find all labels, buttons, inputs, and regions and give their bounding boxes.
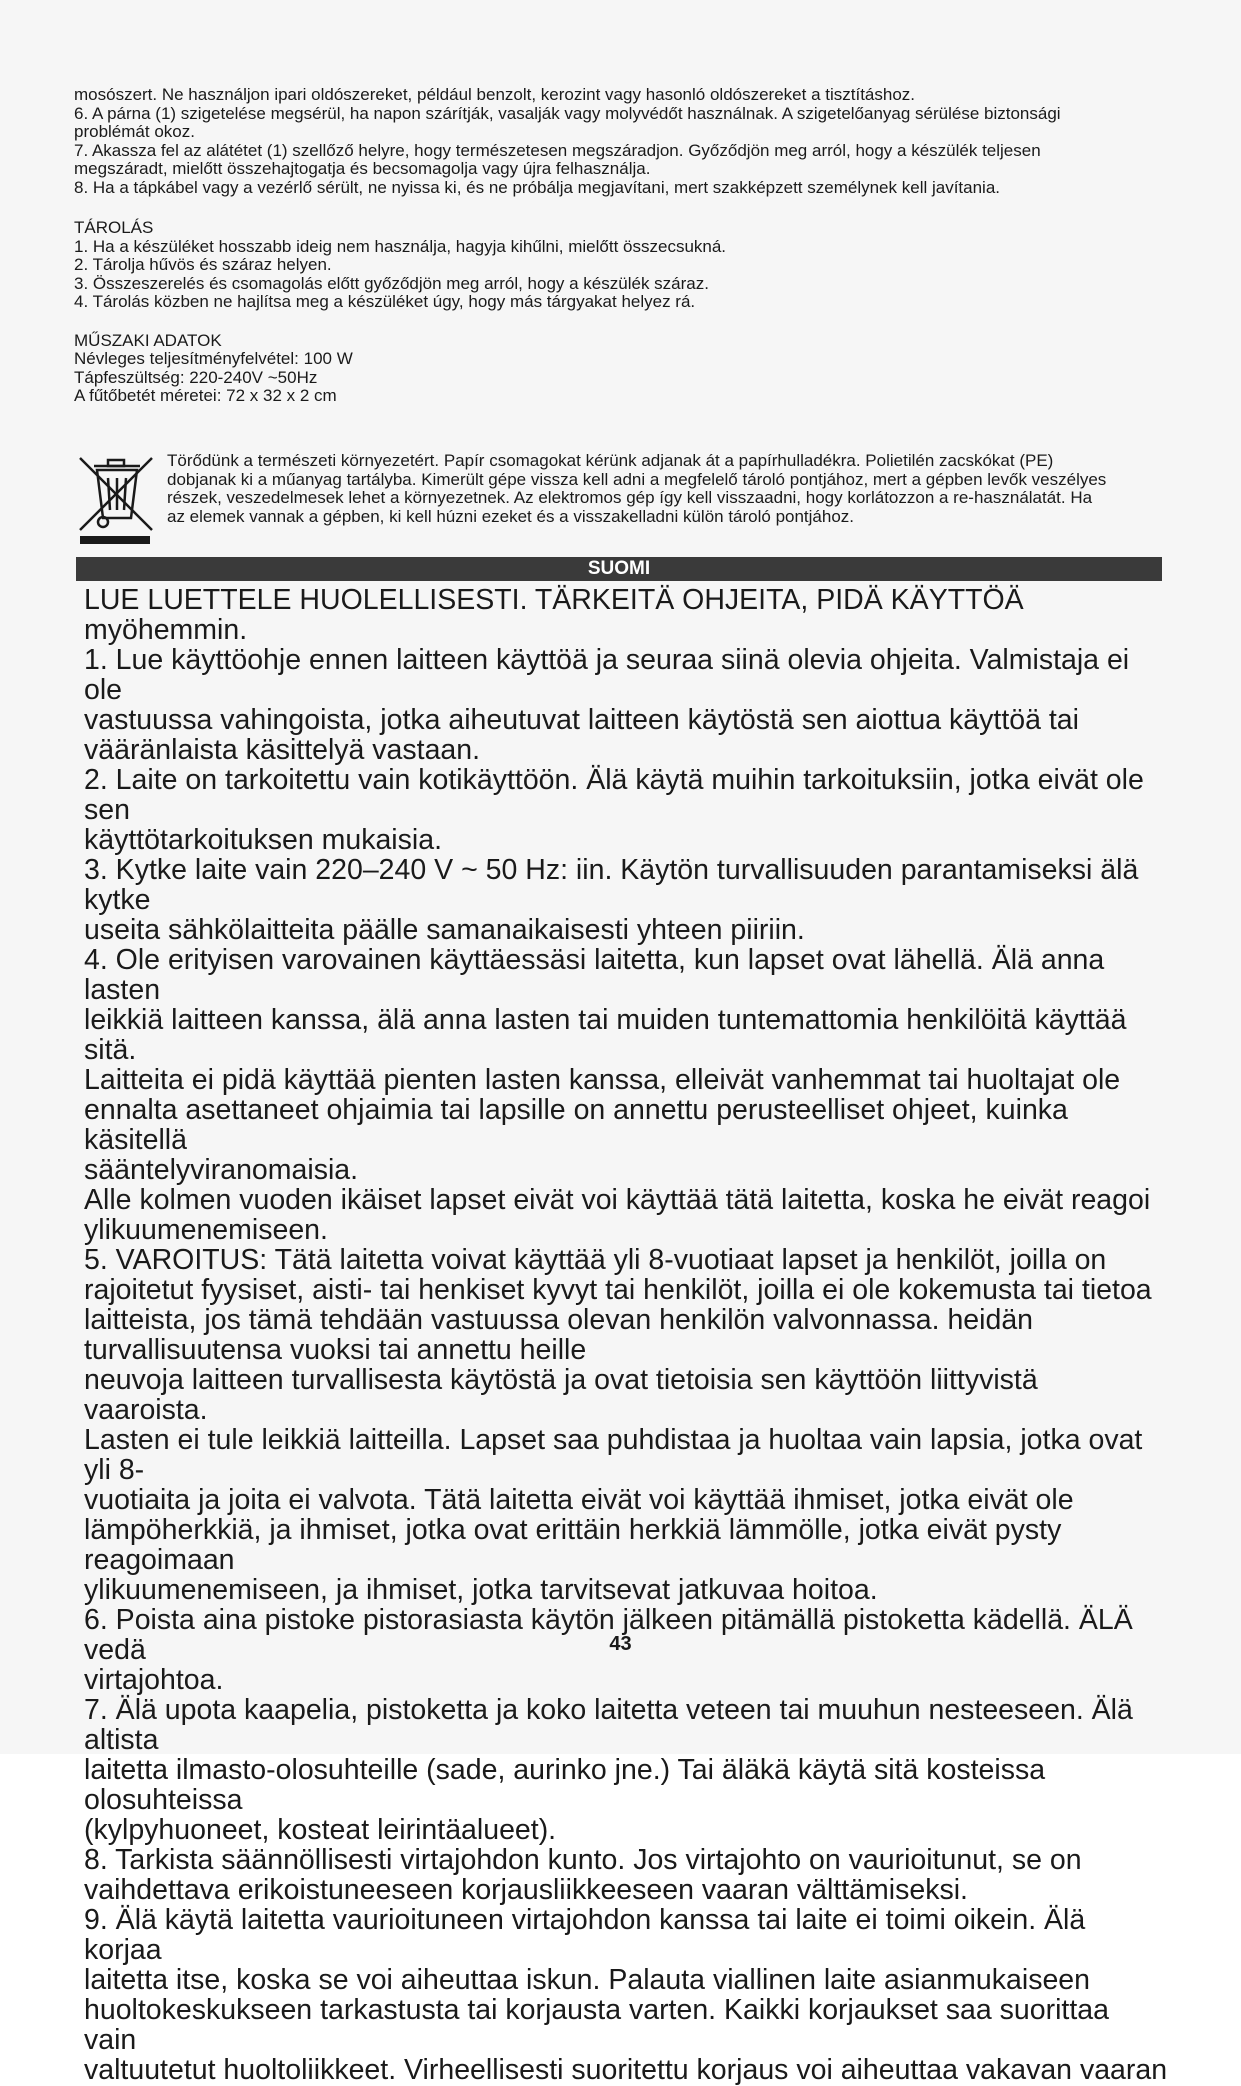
- text-line: 8. Tarkista säännöllisesti virtajohdon kunto. Jos virtajohto on vaurioitunut, se on: [84, 1844, 1082, 1876]
- text-line: käyttötarkoituksen mukaisia.: [84, 824, 442, 856]
- text-line: laitteista, jos tämä tehdään vastuussa olevan henkilön valvonnassa. heidän: [84, 1304, 1034, 1336]
- text-line: 2. Laite on tarkoitettu vain kotikäyttöön. Älä käytä muihin tarkoituksiin, jotka eivät ole sen: [84, 764, 1144, 826]
- text-line: 3. Összeszerelés és csomagolás előtt győződjön meg arról, hogy a készülék száraz.: [74, 273, 709, 293]
- text-line: vastuussa vahingoista, jotka aiheutuvat laitteen käytöstä sen aiottua käyttöä tai: [84, 704, 1079, 736]
- environment-notice: [74, 452, 1159, 546]
- text-line: 1. Ha a készüléket hosszabb ideig nem használja, hagyja kihűlni, mielőtt összecsukná.: [74, 236, 727, 256]
- hungarian-section: [74, 86, 1159, 406]
- text-line: (kylpyhuoneet, kosteat leirintäalueet).: [84, 1814, 557, 1846]
- text-line: 4. Ole erityisen varovainen käyttäessäsi laitetta, kun lapset ovat lähellä. Älä anna lasten: [84, 944, 1105, 1006]
- text-line: huoltokeskukseen tarkastusta tai korjausta varten. Kaikki korjaukset saa suorittaa vain: [84, 1994, 1109, 2056]
- text-line: Névleges teljesítményfelvétel: 100 W: [74, 349, 353, 368]
- text-line: dobjanak ki a műanyag tartályba. Kimerült gépe vissza kell adni a megfelelő tároló pontjához, mert a gépben levők veszélyes: [167, 469, 1107, 489]
- text-line: megszáradt, mielőtt összehajtogatja és becsomagolja vagy újra felhasználja.: [74, 159, 651, 178]
- finnish-section: [84, 585, 1169, 2085]
- text-line: 6. Poista aina pistoke pistorasiasta käytön jälkeen pitämällä pistoketta kädellä. ÄLÄ vedä: [84, 1604, 1133, 1666]
- text-line: valtuutetut huoltoliikkeet. Virheellisesti suoritettu korjaus voi aiheuttaa vakavan vaaran: [84, 2054, 1168, 2086]
- text-line: ennalta asettaneet ohjaimia tai lapsille on annettu perusteelliset ohjeet, kuinka käsitellä: [84, 1094, 1068, 1156]
- text-line: neuvoja laitteen turvallisesta käytöstä ja ovat tietoisia sen käyttöön liittyvistä vaaroista.: [84, 1364, 1038, 1426]
- crossed-out-wheelie-bin-icon: [78, 454, 154, 546]
- text-line: virtajohtoa.: [84, 1664, 224, 1696]
- text-line: 7. Akassza fel az alátétet (1) szellőző helyre, hogy természetesen megszáradjon. Győződjön meg arról, hogy a készülék teljesen: [74, 140, 1041, 160]
- text-line: vuotiaita ja joita ei valvota. Tätä laitetta eivät voi käyttää ihmiset, jotka eivät ole: [84, 1484, 1074, 1516]
- text-line: Lasten ei tule leikkiä laitteilla. Lapset saa puhdistaa ja huoltaa vain lapsia, jotka ovat yli 8-: [84, 1424, 1143, 1486]
- text-line: useita sähkölaitteita päälle samanaikaisesti yhteen piiriin.: [84, 914, 805, 946]
- page-number: 43: [609, 1633, 632, 1655]
- text-line: turvallisuutensa vuoksi tai annettu heille: [84, 1334, 587, 1366]
- text-line: laitetta itse, koska se voi aiheuttaa iskun. Palauta viallinen laite asianmukaiseen: [84, 1964, 1091, 1996]
- text-line: mosószert. Ne használjon ipari oldószereket, például benzolt, kerozint vagy hasonló oldószereket a tisztításhoz.: [74, 85, 916, 104]
- text-line: 4. Tárolás közben ne hajlítsa meg a készüléket úgy, hogy más tárgyakat helyez rá.: [74, 292, 696, 311]
- text-line: az elemek vannak a gépben, ki kell húzni ezeket és a visszakelladni külön tároló pontjához.: [167, 506, 855, 526]
- tech-data-heading: MŰSZAKI ADATOK: [74, 330, 222, 350]
- text-line: ylikuumenemiseen, ja ihmiset, jotka tarvitsevat jatkuvaa hoitoa.: [84, 1574, 878, 1606]
- text-line: 9. Älä käytä laitetta vaurioituneen virtajohdon kanssa tai laite ei toimi oikein. Älä korjaa: [84, 1904, 1086, 1966]
- text-line: lämpöherkkiä, ja ihmiset, jotka ovat erittäin herkkiä lämmölle, jotka eivät pysty reagoimaan: [84, 1514, 1062, 1576]
- text-line: 6. A párna (1) szigetelése megsérül, ha napon szárítják, vasalják vagy molyvédőt használnak. A szigetelőanyag sérülése biztonsági: [74, 103, 1061, 123]
- text-line: rajoitetut fyysiset, aisti- tai henkiset kyvyt tai henkilöt, joilla ei ole kokemusta tai tietoa: [84, 1274, 1152, 1306]
- text-line: Laitteita ei pidä käyttää pienten lasten kanssa, elleivät vanhemmat tai huoltajat ole: [84, 1064, 1121, 1096]
- text-line: Törődünk a természeti környezetért. Papír csomagokat kérünk adjanak át a papírhulladékra. Polietilén zacskókat (PE): [167, 451, 1054, 470]
- text-line: Tápfeszültség: 220-240V ~50Hz: [74, 367, 318, 387]
- text-line: 7. Älä upota kaapelia, pistoketta ja koko laitetta veteen tai muuhun nesteeseen. Älä altista: [84, 1694, 1133, 1756]
- text-line: problémát okoz.: [74, 122, 195, 141]
- text-line: vääränlaista käsittelyä vastaan.: [84, 734, 481, 766]
- text-line: ylikuumenemiseen.: [84, 1214, 328, 1246]
- text-line: laitetta ilmasto-olosuhteille (sade, aurinko jne.) Tai äläkä käytä sitä kosteissa olosuhteissa: [84, 1754, 1046, 1816]
- text-line: 5. VAROITUS: Tätä laitetta voivat käyttää yli 8-vuotiaat lapset ja henkilöt, joilla on: [84, 1244, 1107, 1276]
- text-line: 8. Ha a tápkábel vagy a vezérlő sérült, ne nyissa ki, és ne próbálja megjavítani, mert szakképzett személynek kell javítania.: [74, 177, 1001, 197]
- text-line: leikkiä laitteen kanssa, älä anna lasten tai muiden tuntemattomia henkilöitä käyttää sitä.: [84, 1004, 1127, 1066]
- storage-heading: TÁROLÁS: [74, 218, 154, 237]
- text-line: vaihdettava erikoistuneeseen korjausliikkeeseen vaaran välttämiseksi.: [84, 1874, 968, 1906]
- text-line: 2. Tárolja hűvös és száraz helyen.: [74, 255, 332, 274]
- text-line: 1. Lue käyttöohje ennen laitteen käyttöä ja seuraa siinä olevia ohjeita. Valmistaja ei ole: [84, 644, 1130, 706]
- text-line: részek, veszedelmesek lehet a környezetnek. Az elektromos gép így kell visszaadni, hogy korlátozzon a re-használatát. Ha: [167, 488, 1093, 507]
- text-line: A fűtőbetét méretei: 72 x 32 x 2 cm: [74, 386, 337, 405]
- text-line: sääntelyviranomaisia.: [84, 1154, 359, 1186]
- text-line: LUE LUETTELE HUOLELLISESTI. TÄRKEITÄ OHJEITA, PIDÄ KÄYTTÖÄ myöhemmin.: [84, 584, 1024, 646]
- language-section-banner: SUOMI: [76, 557, 1162, 581]
- text-line: 3. Kytke laite vain 220–240 V ~ 50 Hz: iin. Käytön turvallisuuden parantamiseksi älä kytke: [84, 854, 1139, 916]
- text-line: Alle kolmen vuoden ikäiset lapset eivät voi käyttää tätä laitetta, koska he eivät reagoi: [84, 1184, 1151, 1216]
